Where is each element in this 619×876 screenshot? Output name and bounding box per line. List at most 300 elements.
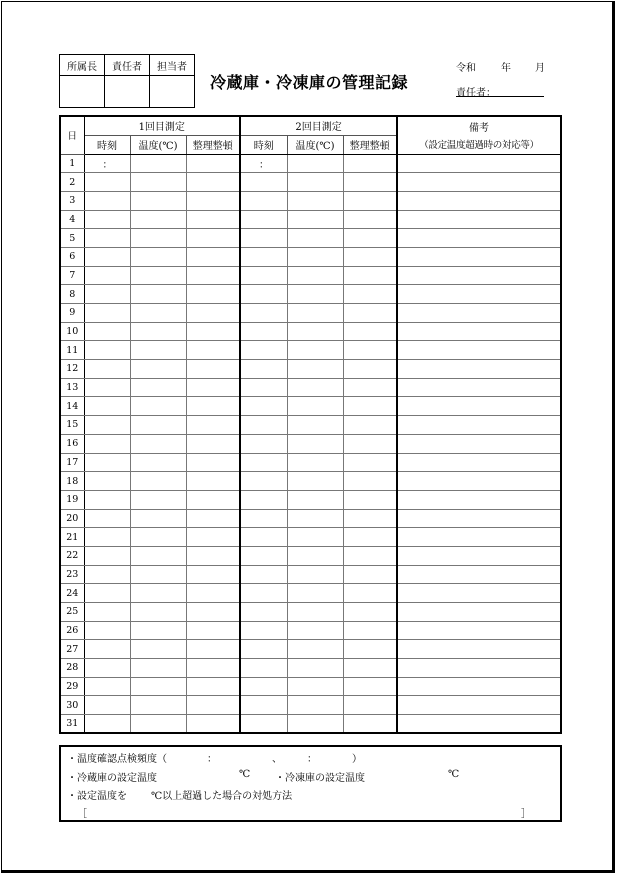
responsible-field[interactable]	[456, 84, 544, 97]
m2-tidy-cell[interactable]	[343, 173, 397, 192]
m2-temp-cell[interactable]	[287, 434, 343, 453]
day-number: 10	[60, 322, 84, 341]
m1-time-cell[interactable]	[84, 434, 130, 453]
m1-tidy-cell[interactable]	[186, 360, 240, 379]
m2-tidy-cell[interactable]	[343, 472, 397, 491]
m1-time-cell[interactable]	[84, 360, 130, 379]
m2-temp-cell[interactable]	[287, 229, 343, 248]
day-number: 4	[60, 210, 84, 229]
m1-tidy-cell[interactable]	[186, 546, 240, 565]
m2-time-cell[interactable]	[240, 434, 287, 453]
m2-tidy-cell[interactable]	[343, 378, 397, 397]
day-header: 日	[60, 116, 84, 154]
measure1-header: 1回目測定	[84, 116, 240, 135]
remarks-cell[interactable]	[397, 565, 561, 584]
day-number: 29	[60, 677, 84, 696]
table-row	[60, 229, 561, 248]
m2-time-cell[interactable]	[240, 378, 287, 397]
m1-tidy-cell[interactable]	[186, 247, 240, 266]
m2-tidy-cell[interactable]	[343, 621, 397, 640]
m1-time-cell[interactable]	[84, 304, 130, 323]
m2-tidy-cell[interactable]	[343, 360, 397, 379]
freezer-setting-unit: ℃	[448, 769, 460, 780]
m2-time-cell[interactable]	[240, 266, 287, 285]
m2-time-cell[interactable]	[240, 173, 287, 192]
day-number: 2	[60, 173, 84, 192]
day-number: 3	[60, 191, 84, 210]
m1-time-cell[interactable]	[84, 490, 130, 509]
m1-tidy-cell[interactable]	[186, 453, 240, 472]
m1-tidy-cell[interactable]	[186, 397, 240, 416]
m2-temp-cell[interactable]	[287, 304, 343, 323]
m2-temp-cell[interactable]	[287, 640, 343, 659]
m2-time-cell[interactable]	[240, 472, 287, 491]
m2-time-cell[interactable]	[240, 341, 287, 360]
m2-time-header: 時刻	[240, 135, 287, 154]
m1-temp-cell[interactable]	[130, 191, 186, 210]
m1-time-cell[interactable]	[84, 603, 130, 622]
m1-time-cell[interactable]	[84, 266, 130, 285]
m1-temp-cell[interactable]	[130, 490, 186, 509]
m1-time-cell[interactable]	[84, 715, 130, 734]
remarks-cell[interactable]	[397, 472, 561, 491]
remarks-cell[interactable]	[397, 360, 561, 379]
m2-time-cell[interactable]	[240, 322, 287, 341]
m2-time-cell[interactable]	[240, 210, 287, 229]
day-number: 5	[60, 229, 84, 248]
table-row	[60, 173, 561, 192]
remarks-cell[interactable]	[397, 247, 561, 266]
table-row	[60, 621, 561, 640]
m2-tidy-cell[interactable]	[343, 229, 397, 248]
m2-temp-cell[interactable]	[287, 715, 343, 734]
m1-tidy-cell[interactable]	[186, 304, 240, 323]
m1-tidy-cell[interactable]	[186, 434, 240, 453]
response-bracket-close: ］	[521, 809, 531, 820]
m2-tidy-cell[interactable]	[343, 247, 397, 266]
day-number: 25	[60, 603, 84, 622]
m2-temp-cell[interactable]	[287, 247, 343, 266]
remarks-cell[interactable]	[397, 453, 561, 472]
m2-tidy-cell[interactable]	[343, 603, 397, 622]
m1-temp-cell[interactable]	[130, 565, 186, 584]
m1-temp-cell[interactable]	[130, 546, 186, 565]
m2-temp-cell[interactable]	[287, 584, 343, 603]
m2-tidy-cell[interactable]	[343, 154, 397, 173]
table-row	[60, 191, 561, 210]
remarks-cell[interactable]	[397, 341, 561, 360]
m1-time-cell[interactable]	[84, 285, 130, 304]
m1-time-cell[interactable]	[84, 247, 130, 266]
table-row	[60, 360, 561, 379]
m2-temp-cell[interactable]	[287, 322, 343, 341]
m2-tidy-cell[interactable]	[343, 322, 397, 341]
m1-time-cell[interactable]	[84, 322, 130, 341]
m2-temp-cell[interactable]	[287, 378, 343, 397]
m1-tidy-cell[interactable]	[186, 322, 240, 341]
remarks-cell[interactable]	[397, 677, 561, 696]
m1-temp-cell[interactable]	[130, 453, 186, 472]
approval-stamp-manager[interactable]	[60, 76, 105, 108]
m2-time-cell[interactable]	[240, 696, 287, 715]
m2-temp-cell[interactable]	[287, 191, 343, 210]
day-number: 14	[60, 397, 84, 416]
m2-temp-cell[interactable]	[287, 285, 343, 304]
freezer-setting-label: ・冷凍庫の設定温度	[275, 773, 365, 784]
day-number: 28	[60, 659, 84, 678]
m2-time-cell[interactable]	[240, 416, 287, 435]
m2-temp-cell[interactable]	[287, 490, 343, 509]
m1-time-cell[interactable]	[84, 229, 130, 248]
m2-time-cell[interactable]	[240, 565, 287, 584]
remarks-cell[interactable]	[397, 715, 561, 734]
m2-tidy-cell[interactable]	[343, 304, 397, 323]
m2-temp-cell[interactable]	[287, 341, 343, 360]
m2-tidy-cell[interactable]	[343, 266, 397, 285]
page-title: 冷蔵庫・冷凍庫の管理記録	[210, 73, 409, 92]
m1-tidy-header: 整理整頓	[186, 135, 240, 154]
m2-tidy-cell[interactable]	[343, 285, 397, 304]
m2-temp-cell[interactable]	[287, 546, 343, 565]
day-number: 13	[60, 378, 84, 397]
day-number: 22	[60, 546, 84, 565]
day-number: 9	[60, 304, 84, 323]
m2-temp-cell[interactable]	[287, 472, 343, 491]
day-number: 24	[60, 584, 84, 603]
m2-time-cell[interactable]	[240, 247, 287, 266]
m2-time-cell[interactable]	[240, 546, 287, 565]
m2-temp-header: 温度(℃)	[287, 135, 343, 154]
m1-tidy-cell[interactable]	[186, 191, 240, 210]
m1-time-cell[interactable]	[84, 210, 130, 229]
approval-stamp-table	[59, 54, 195, 108]
m1-time-cell[interactable]	[84, 659, 130, 678]
remarks-cell[interactable]	[397, 285, 561, 304]
m2-tidy-cell[interactable]	[343, 659, 397, 678]
check-frequency-line[interactable]: ・温度確認点検頻度（ ： 、 ： ）	[67, 754, 362, 765]
m2-temp-cell[interactable]	[287, 210, 343, 229]
approval-label-responsible: 責任者	[105, 55, 150, 76]
m1-tidy-cell[interactable]	[186, 378, 240, 397]
m2-temp-cell[interactable]	[287, 154, 343, 173]
table-row	[60, 154, 561, 173]
m2-time-cell[interactable]	[240, 715, 287, 734]
m2-time-cell[interactable]	[240, 509, 287, 528]
table-row	[60, 416, 561, 435]
day-number: 31	[60, 715, 84, 734]
m1-tidy-cell[interactable]	[186, 154, 240, 173]
day-number: 27	[60, 640, 84, 659]
m1-temp-cell[interactable]	[130, 378, 186, 397]
remarks-cell[interactable]	[397, 154, 561, 173]
m2-time-cell[interactable]	[240, 397, 287, 416]
m2-time-cell[interactable]: ：	[240, 154, 287, 173]
table-row	[60, 472, 561, 491]
approval-label-manager: 所属長	[60, 55, 105, 76]
m1-time-cell[interactable]	[84, 640, 130, 659]
remarks-cell[interactable]	[397, 528, 561, 547]
m2-time-cell[interactable]	[240, 528, 287, 547]
remarks-cell[interactable]	[397, 397, 561, 416]
m1-temp-cell[interactable]	[130, 416, 186, 435]
m2-time-cell[interactable]	[240, 453, 287, 472]
table-row	[60, 322, 561, 341]
m1-tidy-cell[interactable]	[186, 677, 240, 696]
m1-time-cell[interactable]	[84, 546, 130, 565]
day-number: 21	[60, 528, 84, 547]
remarks-cell[interactable]	[397, 621, 561, 640]
m1-time-cell[interactable]	[84, 472, 130, 491]
m2-tidy-cell[interactable]	[343, 210, 397, 229]
m1-tidy-cell[interactable]	[186, 210, 240, 229]
table-row	[60, 285, 561, 304]
remarks-cell[interactable]	[397, 322, 561, 341]
day-number: 7	[60, 266, 84, 285]
m2-temp-cell[interactable]	[287, 659, 343, 678]
m1-time-cell[interactable]	[84, 509, 130, 528]
table-row	[60, 378, 561, 397]
table-row	[60, 584, 561, 603]
approval-label-staff: 担当者	[150, 55, 195, 76]
remarks-cell[interactable]	[397, 603, 561, 622]
m1-tidy-cell[interactable]	[186, 266, 240, 285]
table-row	[60, 546, 561, 565]
m1-temp-cell[interactable]	[130, 509, 186, 528]
m2-tidy-cell[interactable]	[343, 640, 397, 659]
m1-temp-header: 温度(℃)	[130, 135, 186, 154]
remarks-cell[interactable]	[397, 640, 561, 659]
m2-time-cell[interactable]	[240, 229, 287, 248]
date-month-unit: 月	[535, 63, 545, 74]
m1-time-cell[interactable]	[84, 173, 130, 192]
table-row	[60, 453, 561, 472]
m2-temp-cell[interactable]	[287, 416, 343, 435]
m1-tidy-cell[interactable]	[186, 621, 240, 640]
m1-time-cell[interactable]	[84, 621, 130, 640]
m2-tidy-cell[interactable]	[343, 584, 397, 603]
m2-time-cell[interactable]	[240, 659, 287, 678]
m2-temp-cell[interactable]	[287, 397, 343, 416]
m2-temp-cell[interactable]	[287, 677, 343, 696]
remarks-cell[interactable]	[397, 173, 561, 192]
m2-tidy-cell[interactable]	[343, 509, 397, 528]
m1-temp-cell[interactable]	[130, 266, 186, 285]
m1-temp-cell[interactable]	[130, 677, 186, 696]
m1-temp-cell[interactable]	[130, 603, 186, 622]
m2-tidy-cell[interactable]	[343, 677, 397, 696]
m2-time-cell[interactable]	[240, 191, 287, 210]
table-row	[60, 247, 561, 266]
remarks-cell[interactable]	[397, 509, 561, 528]
m1-tidy-cell[interactable]	[186, 715, 240, 734]
m1-tidy-cell[interactable]	[186, 285, 240, 304]
m1-tidy-cell[interactable]	[186, 341, 240, 360]
m2-tidy-cell[interactable]	[343, 696, 397, 715]
table-row	[60, 509, 561, 528]
table-row	[60, 696, 561, 715]
m1-time-cell[interactable]	[84, 416, 130, 435]
remarks-header: 備考	[397, 116, 561, 135]
m1-temp-cell[interactable]	[130, 659, 186, 678]
m1-time-cell[interactable]	[84, 378, 130, 397]
m1-temp-cell[interactable]	[130, 322, 186, 341]
m1-tidy-cell[interactable]	[186, 640, 240, 659]
m1-temp-cell[interactable]	[130, 528, 186, 547]
approval-stamp-responsible[interactable]	[105, 76, 150, 108]
m1-time-cell[interactable]	[84, 397, 130, 416]
log-body	[60, 154, 561, 733]
m1-temp-cell[interactable]	[130, 360, 186, 379]
m1-tidy-cell[interactable]	[186, 416, 240, 435]
m2-tidy-cell[interactable]	[343, 397, 397, 416]
m2-temp-cell[interactable]	[287, 360, 343, 379]
m2-temp-cell[interactable]	[287, 565, 343, 584]
m1-tidy-cell[interactable]	[186, 659, 240, 678]
m1-time-cell[interactable]: ：	[84, 154, 130, 173]
remarks-cell[interactable]	[397, 434, 561, 453]
table-row	[60, 677, 561, 696]
table-row	[60, 210, 561, 229]
m1-tidy-cell[interactable]	[186, 696, 240, 715]
m1-temp-cell[interactable]	[130, 304, 186, 323]
fridge-setting-unit: ℃	[239, 769, 251, 780]
m1-temp-cell[interactable]	[130, 210, 186, 229]
m1-temp-cell[interactable]	[130, 229, 186, 248]
m1-tidy-cell[interactable]	[186, 603, 240, 622]
remarks-cell[interactable]	[397, 229, 561, 248]
m1-tidy-cell[interactable]	[186, 565, 240, 584]
m1-temp-cell[interactable]	[130, 397, 186, 416]
m1-temp-cell[interactable]	[130, 472, 186, 491]
remarks-cell[interactable]	[397, 210, 561, 229]
day-number: 11	[60, 341, 84, 360]
remarks-cell[interactable]	[397, 191, 561, 210]
m1-time-cell[interactable]	[84, 677, 130, 696]
measure2-header: 2回目測定	[240, 116, 397, 135]
m2-time-cell[interactable]	[240, 360, 287, 379]
table-row	[60, 603, 561, 622]
m2-temp-cell[interactable]	[287, 528, 343, 547]
day-number: 12	[60, 360, 84, 379]
m1-time-cell[interactable]	[84, 696, 130, 715]
remarks-cell[interactable]	[397, 266, 561, 285]
m1-tidy-cell[interactable]	[186, 509, 240, 528]
m2-time-cell[interactable]	[240, 603, 287, 622]
table-row	[60, 715, 561, 734]
m1-temp-cell[interactable]	[130, 640, 186, 659]
m2-time-cell[interactable]	[240, 621, 287, 640]
remarks-cell[interactable]	[397, 378, 561, 397]
m2-temp-cell[interactable]	[287, 603, 343, 622]
table-row	[60, 659, 561, 678]
m2-temp-cell[interactable]	[287, 173, 343, 192]
m2-tidy-header: 整理整頓	[343, 135, 397, 154]
m1-temp-cell[interactable]	[130, 584, 186, 603]
m2-tidy-cell[interactable]	[343, 453, 397, 472]
m2-temp-cell[interactable]	[287, 696, 343, 715]
day-number: 15	[60, 416, 84, 435]
m2-time-cell[interactable]	[240, 490, 287, 509]
m2-tidy-cell[interactable]	[343, 434, 397, 453]
m1-tidy-cell[interactable]	[186, 584, 240, 603]
m1-temp-cell[interactable]	[130, 173, 186, 192]
m2-tidy-cell[interactable]	[343, 416, 397, 435]
m1-time-cell[interactable]	[84, 584, 130, 603]
m1-tidy-cell[interactable]	[186, 173, 240, 192]
m2-time-cell[interactable]	[240, 584, 287, 603]
m2-time-cell[interactable]	[240, 285, 287, 304]
m2-temp-cell[interactable]	[287, 509, 343, 528]
day-number: 30	[60, 696, 84, 715]
m1-time-cell[interactable]	[84, 191, 130, 210]
approval-stamp-staff[interactable]	[150, 76, 195, 108]
day-number: 20	[60, 509, 84, 528]
m1-temp-cell[interactable]	[130, 696, 186, 715]
remarks-cell[interactable]	[397, 584, 561, 603]
m1-temp-cell[interactable]	[130, 247, 186, 266]
remarks-cell[interactable]	[397, 659, 561, 678]
m1-tidy-cell[interactable]	[186, 229, 240, 248]
m2-time-cell[interactable]	[240, 677, 287, 696]
remarks-cell[interactable]	[397, 546, 561, 565]
m2-time-cell[interactable]	[240, 640, 287, 659]
exceed-suffix: ℃以上超過した場合の対処方法	[151, 791, 293, 802]
day-number: 17	[60, 453, 84, 472]
m1-temp-cell[interactable]	[130, 154, 186, 173]
remarks-cell[interactable]	[397, 490, 561, 509]
m2-tidy-cell[interactable]	[343, 565, 397, 584]
m2-tidy-cell[interactable]	[343, 341, 397, 360]
remarks-cell[interactable]	[397, 304, 561, 323]
m2-tidy-cell[interactable]	[343, 546, 397, 565]
m1-temp-cell[interactable]	[130, 285, 186, 304]
m1-temp-cell[interactable]	[130, 621, 186, 640]
m1-time-cell[interactable]	[84, 341, 130, 360]
table-row	[60, 341, 561, 360]
m1-temp-cell[interactable]	[130, 434, 186, 453]
day-number: 16	[60, 434, 84, 453]
m2-tidy-cell[interactable]	[343, 490, 397, 509]
table-row	[60, 640, 561, 659]
m1-tidy-cell[interactable]	[186, 472, 240, 491]
date-era: 令和	[456, 63, 476, 74]
table-row	[60, 266, 561, 285]
m1-temp-cell[interactable]	[130, 715, 186, 734]
m2-temp-cell[interactable]	[287, 453, 343, 472]
remarks-cell[interactable]	[397, 416, 561, 435]
m1-tidy-cell[interactable]	[186, 528, 240, 547]
temperature-log-table	[59, 115, 562, 734]
m1-time-cell[interactable]	[84, 453, 130, 472]
day-number: 6	[60, 247, 84, 266]
table-row	[60, 434, 561, 453]
remarks-cell[interactable]	[397, 696, 561, 715]
m1-time-cell[interactable]	[84, 528, 130, 547]
m2-tidy-cell[interactable]	[343, 715, 397, 734]
m1-temp-cell[interactable]	[130, 341, 186, 360]
table-row	[60, 490, 561, 509]
m2-temp-cell[interactable]	[287, 266, 343, 285]
m2-tidy-cell[interactable]	[343, 528, 397, 547]
m1-tidy-cell[interactable]	[186, 490, 240, 509]
notes-box	[59, 745, 562, 822]
m2-temp-cell[interactable]	[287, 621, 343, 640]
m1-time-header: 時刻	[84, 135, 130, 154]
day-number: 26	[60, 621, 84, 640]
m2-time-cell[interactable]	[240, 304, 287, 323]
m1-time-cell[interactable]	[84, 565, 130, 584]
m2-tidy-cell[interactable]	[343, 191, 397, 210]
